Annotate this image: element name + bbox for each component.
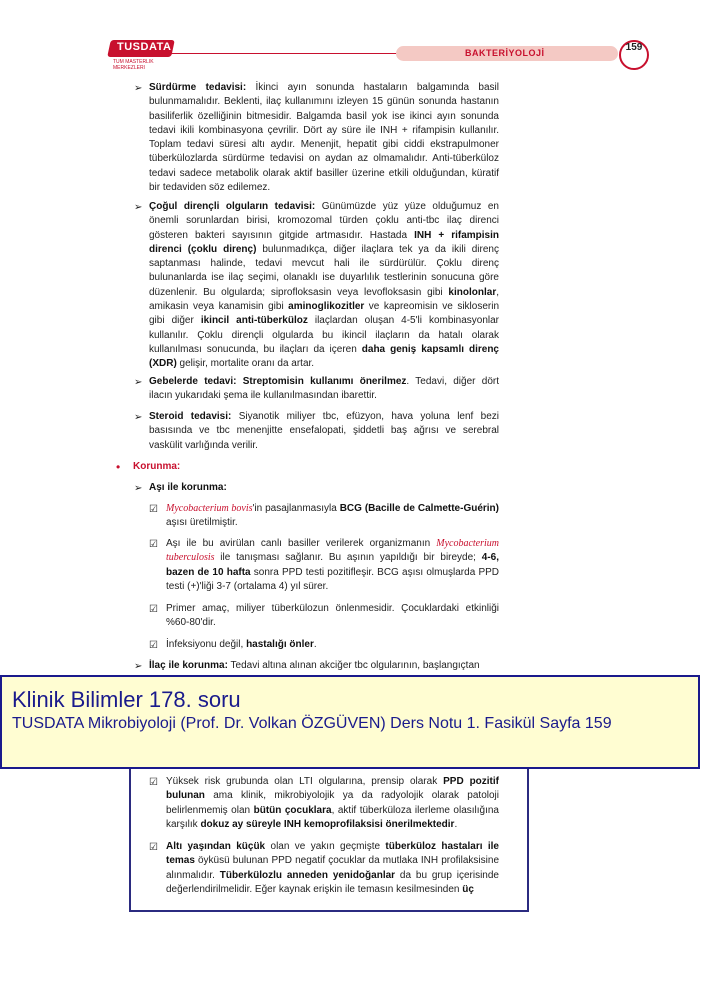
arrow-bullet-icon: ➢ [134, 661, 143, 672]
arrow-bullet-icon: ➢ [134, 202, 143, 213]
section-title: BAKTERİYOLOJİ [465, 48, 545, 58]
item-asi-canli-basil: Aşı ile bu avirülan canlı basiller verilerek organizmanın Mycobacterium tuberculosis ile tanışması sağlanır. Bu aşının yapıldığı bir bireyde; 4-6, bazen de 10 hafta sonra PPD testi pozitifleşir. BCG aşısı olmuşlarda PPD testi (+)'liği 3-7 (ortalama 4) yıl sürer. [166, 538, 500, 592]
tusdata-logo: TUSDATA TUM MASTERLIK MERKEZLERI [103, 38, 175, 66]
round-bullet-icon: • [116, 460, 121, 474]
item-bcg: Mycobacterium bovis'in pasajlanmasıyla BCG (Bacille de Calmette-Guérin) aşısı üretilmiştir. [166, 503, 499, 529]
heading-korunma: Korunma: [133, 461, 181, 472]
heading-asi-korunma: Aşı ile korunma: [149, 482, 227, 493]
caption-overlay [0, 675, 700, 769]
checkbox-icon: ☑ [149, 842, 158, 853]
header-rule [170, 53, 402, 54]
item-primer-amac: Primer amaç, miliyer tüberkülozun önlenmesidir. Çocuklardaki etkinliği %60-80'dir. [166, 603, 499, 629]
arrow-bullet-icon: ➢ [134, 83, 143, 94]
item-hastaligi-onler: İnfeksiyonu değil, hastalığı önler. [166, 639, 317, 650]
page-number: 159 [619, 40, 649, 70]
arrow-bullet-icon: ➢ [134, 483, 143, 494]
checkbox-icon: ☑ [149, 777, 158, 788]
checkbox-icon: ☑ [149, 539, 158, 550]
paragraph-ilac-korunma: İlaç ile korunma: Tedavi altına alınan akciğer tbc olgularının, başlangıçtan [149, 660, 480, 671]
paragraph-steroid: Steroid tedavisi: Siyanotik miliyer tbc, efüzyon, hava yoluna lenf bezi basısında ve tbc menenjitte ensefalopati, şiddetli baş ağrısı ve serebral vaskülit varlığında verilir. [149, 411, 499, 451]
item-ppd-pozitif: Yüksek risk grubunda olan LTI olgularına, prensip olarak PPD pozitif bulunan ama klinik, mikrobiyolojik ya da radyolojik olarak patoloji belirlenmemiş olan bütün çocuklara, aktif tüberküloza ilerleme olasılığına karşılık dokuz ay süreyle INH kemoprofilaksisi önerilmektedir. [166, 776, 499, 830]
item-alti-yas: Altı yaşından küçük olan ve yakın geçmişte tüberküloz hastaları ile temas öyküsü bulunan PPD negatif çocuklar da mutlaka INH profilaksisine alınmalıdır. Tüberkülozlu anneden yenidoğanlar da bu grup içerisinde değerlendirilmelidir. Eğer kaynak erişkin ile temasın kesilmesinden üç [166, 841, 499, 895]
checkbox-icon: ☑ [149, 504, 158, 515]
paragraph-gebelerde: Gebelerde tedavi: Streptomisin kullanımı önerilmez. Tedavi, diğer dört ilacın yukarıdaki şema ile kullanılmasından ibarettir. [149, 376, 499, 402]
caption-subtitle: TUSDATA Mikrobiyoloji (Prof. Dr. Volkan ÖZGÜVEN) Ders Notu 1. Fasikül Sayfa 159 [12, 715, 612, 732]
arrow-bullet-icon: ➢ [134, 377, 143, 388]
caption-title: Klinik Bilimler 178. soru [12, 687, 241, 712]
paragraph-coklu-direnc: Çoğul dirençli olguların tedavisi: Günümüzde yüz yüze olduğumuz en önemli sorunlardan birisi, kromozomal türden çoklu anti-tbc ilaç direnci gösteren bakteri sayısının gitgide artmasıdır. Hastada INH + rifampisin direnci (çoklu direnç) bulunmadıkça, diğer ilaçlara tek ya da ikili direnç saptanması halinde, tedavi mevcut hali ile sürdürülür. Çoklu direnç bulunanlarda ise ilaç seçimi, olanaklı ise duyarlılık testlerinin sonucuna göre düzenlenir. Bu olgularda; siprofloksasin veya levofloksasin gibi kinolonlar, amikasin veya kanamisin gibi aminoglikozitler ve kapreomisin ve sikloserin gibi diğer ikincil anti-tüberküloz ilaçlardan oluşan 4-5'li kombinasyonlar kullanılır. Çoklu dirençli olgularda bu ikincil ilaçların da hatalı olarak kullanılması sonucunda, bu ilaçları da içeren daha geniş kapsamlı direnç (XDR) gelişir, mortalite oranı da artar. [149, 201, 500, 370]
checkbox-icon: ☑ [149, 604, 158, 615]
paragraph-surdurme: Sürdürme tedavisi: İkinci ayın sonunda hastaların balgamında basil bulunmamalıdır. Beklenti, ilaç kullanımını izleyen 15 günün sonunda hastanın basiliferlik özelliğinin bitmesidir. Balgamda basil yok ise ikinci ayın sonunda tedavi ikili kombinasyona çevrilir. Dört ay süre ile INH + rifampisin kullanılır. Toplam tedavi süresi altı aydır. Menenjit, hepatit gibi ciddi ekstrapulmoner tüberkülozlarda sürdürme tedavisi on aydan az olmamalıdır. Anti-tüberküloz tedavi sadece metabolik olarak aktif basiller üzerine etkili olduğundan, küratif bir tedaviden söz edilemez. [149, 82, 499, 194]
checkbox-icon: ☑ [149, 640, 158, 651]
arrow-bullet-icon: ➢ [134, 412, 143, 423]
